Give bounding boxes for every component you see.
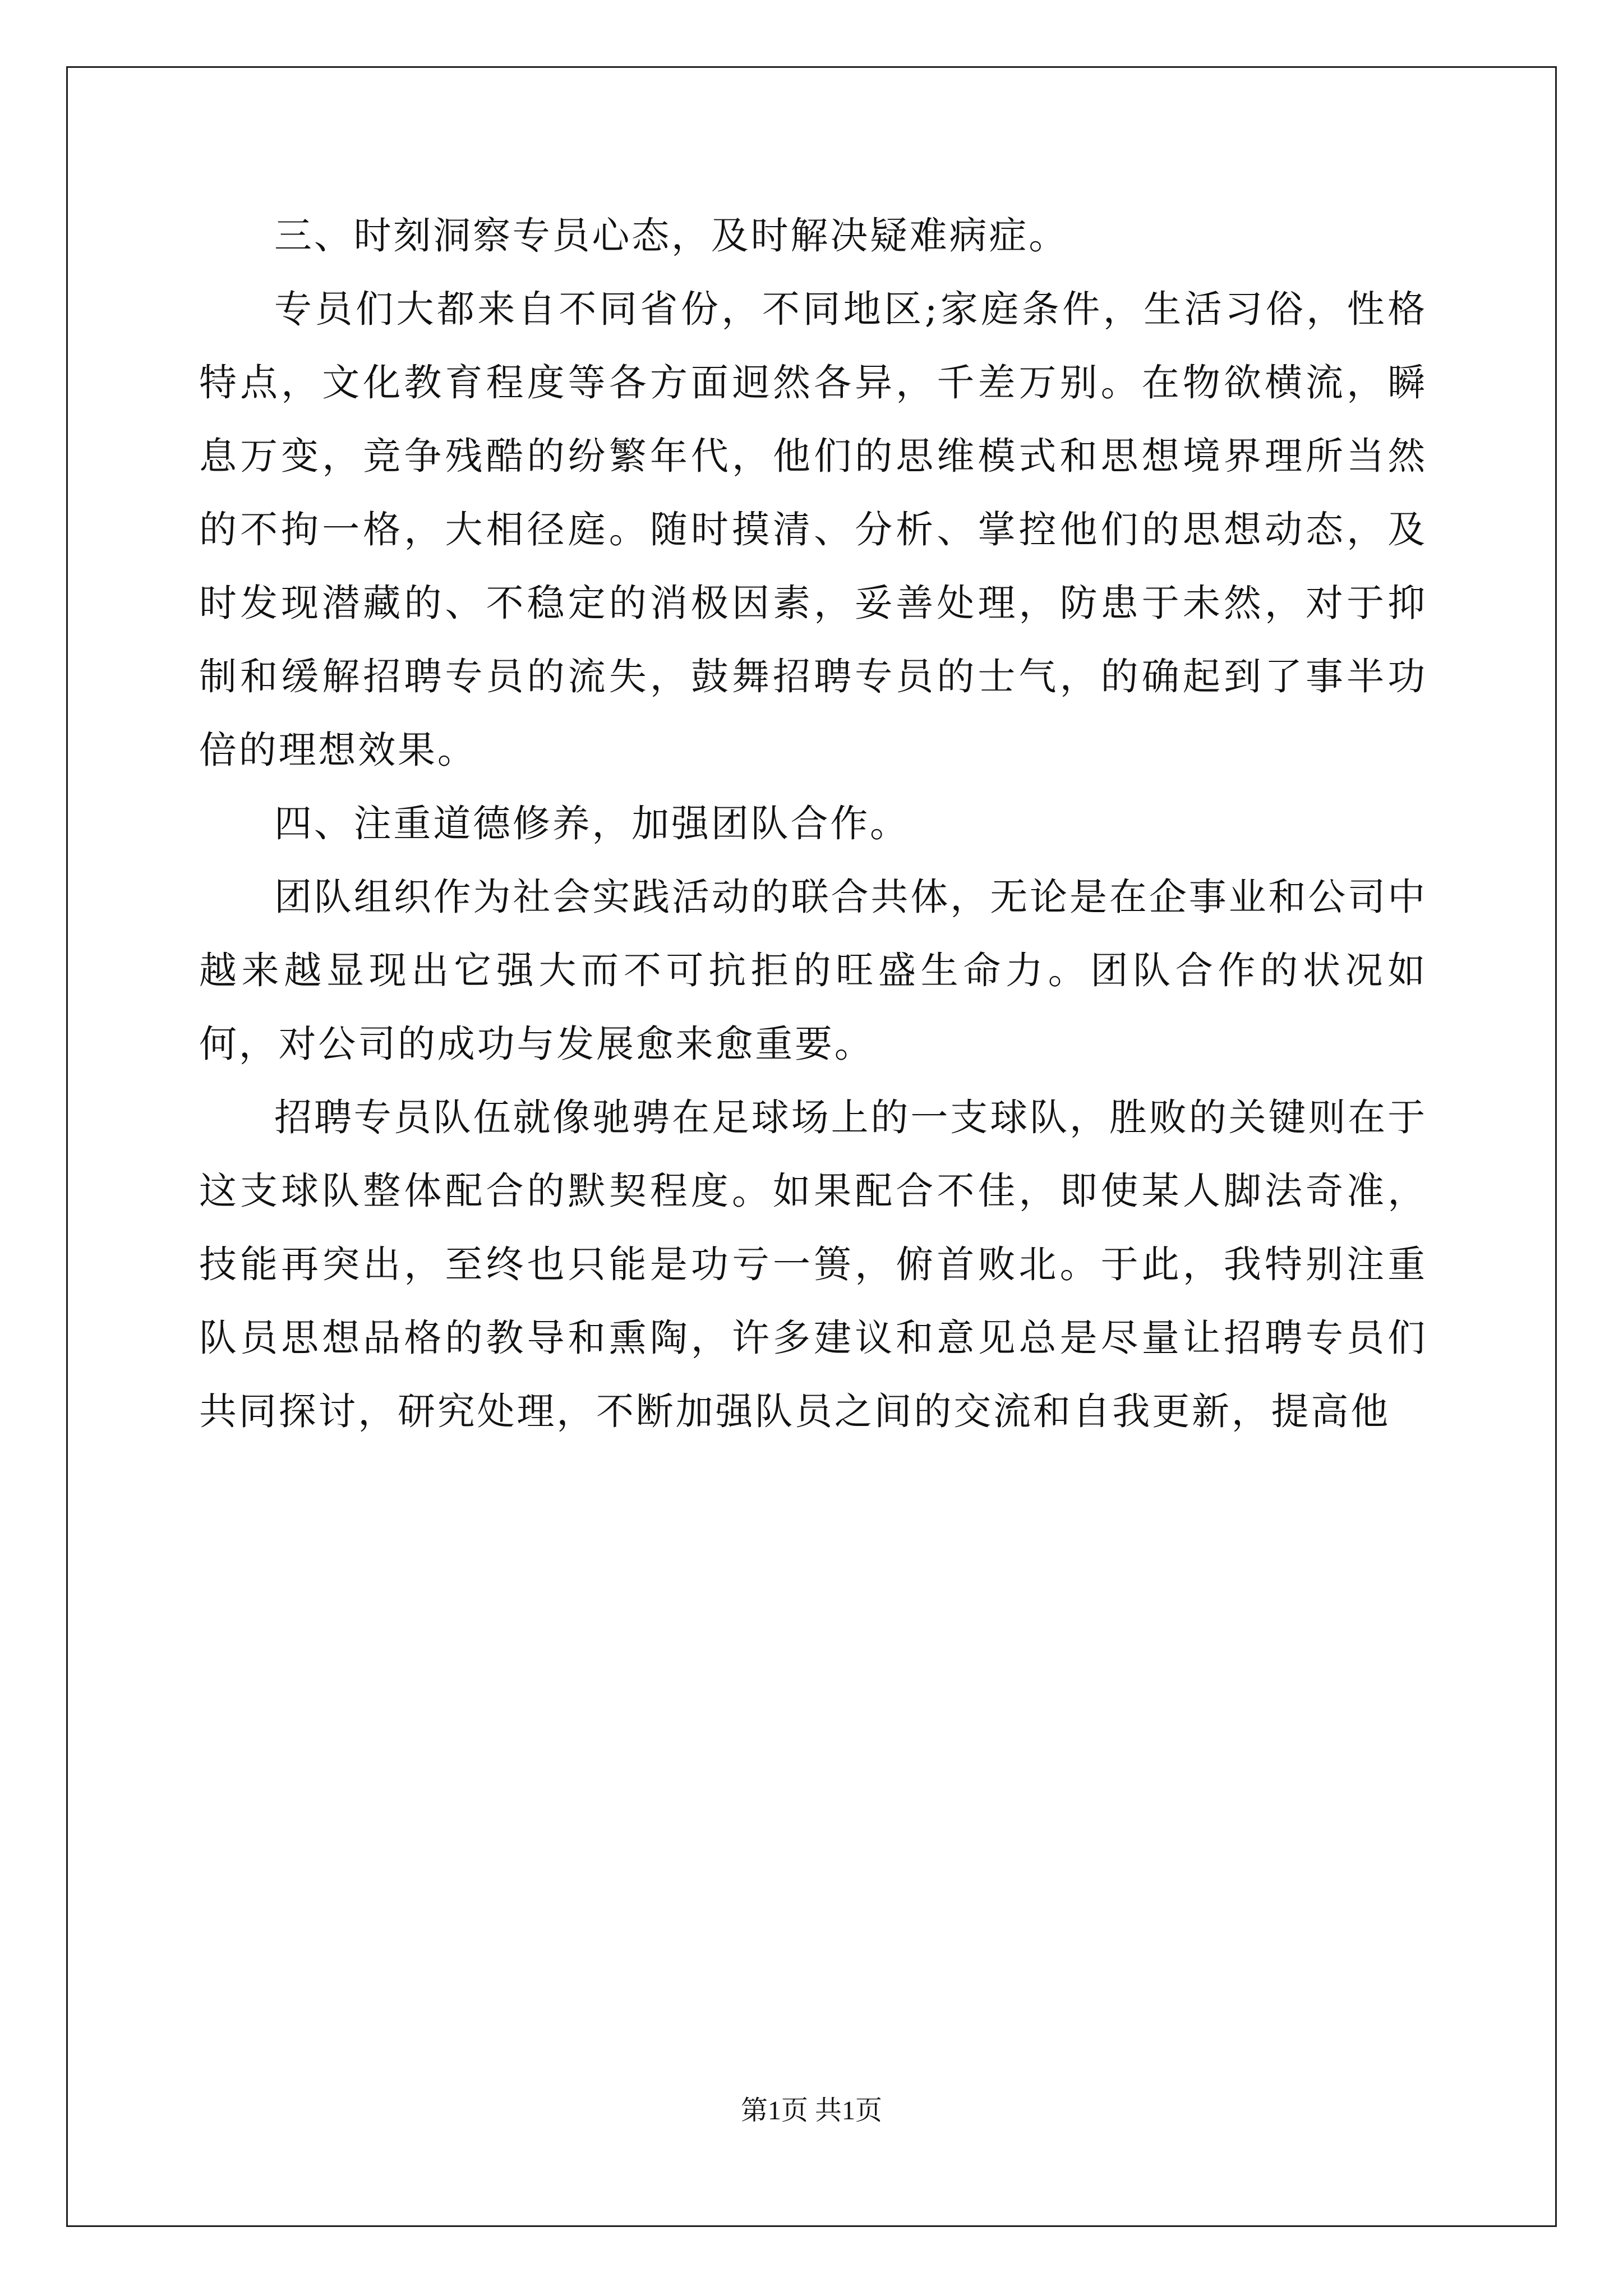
section-heading-4: 四、注重道德修养，加强团队合作。 <box>274 802 910 845</box>
body-paragraph: 团队组织作为社会实践活动的联合共体，无论是在企事业和公司中越来越显现出它强大而不可抗拒的旺盛生命力。团队合作的状况如何，对公司的成功与发展愈来愈重要。 <box>199 875 1427 1066</box>
page-number-footer: 第1页 共1页 <box>740 2096 882 2125</box>
body-paragraph: 专员们大都来自不同省份，不同地区;家庭条件，生活习俗，性格特点，文化教育程度等各方面迥然各异，千差万别。在物欲横流，瞬息万变，竞争残酷的纷繁年代，他们的思维模式和思想境界理所当然的不拘一格，大相径庭。随时摸清、分析、掌控他们的思想动态，及时发现潜藏的、不稳定的消极因素，妥善处理，防患于未然，对于抑制和缓解招聘专员的流失，鼓舞招聘专员的士气，的确起到了事半功倍的理想效果。 <box>199 287 1427 772</box>
document-body <box>199 199 1427 1448</box>
section-heading-3: 三、时刻洞察专员心态，及时解决疑难病症。 <box>274 214 1068 257</box>
body-paragraph: 招聘专员队伍就像驰骋在足球场上的一支球队，胜败的关键则在于这支球队整体配合的默契程度。如果配合不佳，即使某人脚法奇准，技能再突出，至终也只能是功亏一篑，俯首败北。于此，我特别注重队员思想品格的教导和熏陶，许多建议和意见总是尽量让招聘专员们共同探讨，研究处理，不断加强队员之间的交流和自我更新，提高他 <box>199 1096 1427 1433</box>
